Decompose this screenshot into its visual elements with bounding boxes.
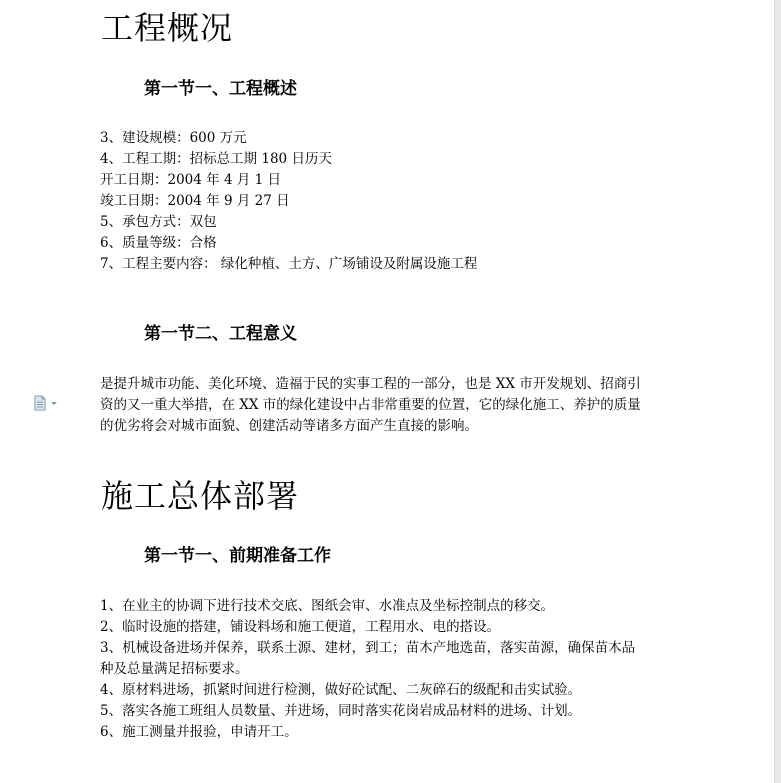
list-item: 5、承包方式：双包: [100, 214, 217, 230]
document-icon[interactable]: [33, 395, 61, 411]
list-item: 5、落实各施工班组人员数量、并进场，同时落实花岗岩成品材料的进场、计划。: [100, 703, 582, 719]
vertical-scrollbar[interactable]: [774, 0, 781, 783]
heading-2: 第一节一、工程概述: [144, 79, 297, 99]
list-item: 4、原材料进场，抓紧时间进行检测，做好砼试配、二灰碎石的级配和击实试验。: [100, 682, 582, 698]
list-item: 3、机械设备进场并保养，联系土源、建材，到工；苗木产地选苗，落实苗源，确保苗木品: [100, 640, 636, 656]
significance-paragraph: [100, 374, 660, 437]
list-item: 开工日期：2004 年 4 月 1 日: [100, 172, 281, 188]
list-item: 2、临时设施的搭建，铺设料场和施工便道，工程用水、电的搭设。: [100, 619, 501, 635]
heading-2: 第一节二、工程意义: [144, 324, 297, 344]
heading-1: 施工总体部署: [101, 477, 300, 515]
heading-2: 第一节一、前期准备工作: [144, 546, 331, 566]
heading-1: 工程概况: [101, 9, 234, 47]
preparation-list: [100, 596, 635, 743]
list-item: 3、建设规模：600 万元: [100, 130, 247, 146]
list-item: 竣工日期：2004 年 9 月 27 日: [100, 193, 290, 209]
list-item: 6、质量等级：合格: [100, 235, 217, 251]
paragraph-line: 的优劣将会对城市面貌、创建活动等诸多方面产生直接的影响。: [100, 418, 478, 434]
list-item: 6、施工测量并报验，申请开工。: [100, 724, 298, 740]
list-item: 7、工程主要内容： 绿化种植、土方、广场铺设及附属设施工程: [100, 256, 478, 272]
paragraph-line: 是提升城市功能、美化环境、造福于民的实事工程的一部分，也是 XX 市开发规划、招商引: [100, 376, 641, 392]
list-item: 4、工程工期：招标总工期 180 日历天: [100, 151, 332, 167]
list-item: 种及总量满足招标要求。: [100, 661, 249, 677]
list-item: 1、在业主的协调下进行技术交底、图纸会审、水准点及坐标控制点的移交。: [100, 598, 555, 614]
paragraph-line: 资的又一重大举措，在 XX 市的绿化建设中占非常重要的位置，它的绿化施工、养护的质量: [100, 397, 641, 413]
project-info-list: [100, 128, 477, 275]
